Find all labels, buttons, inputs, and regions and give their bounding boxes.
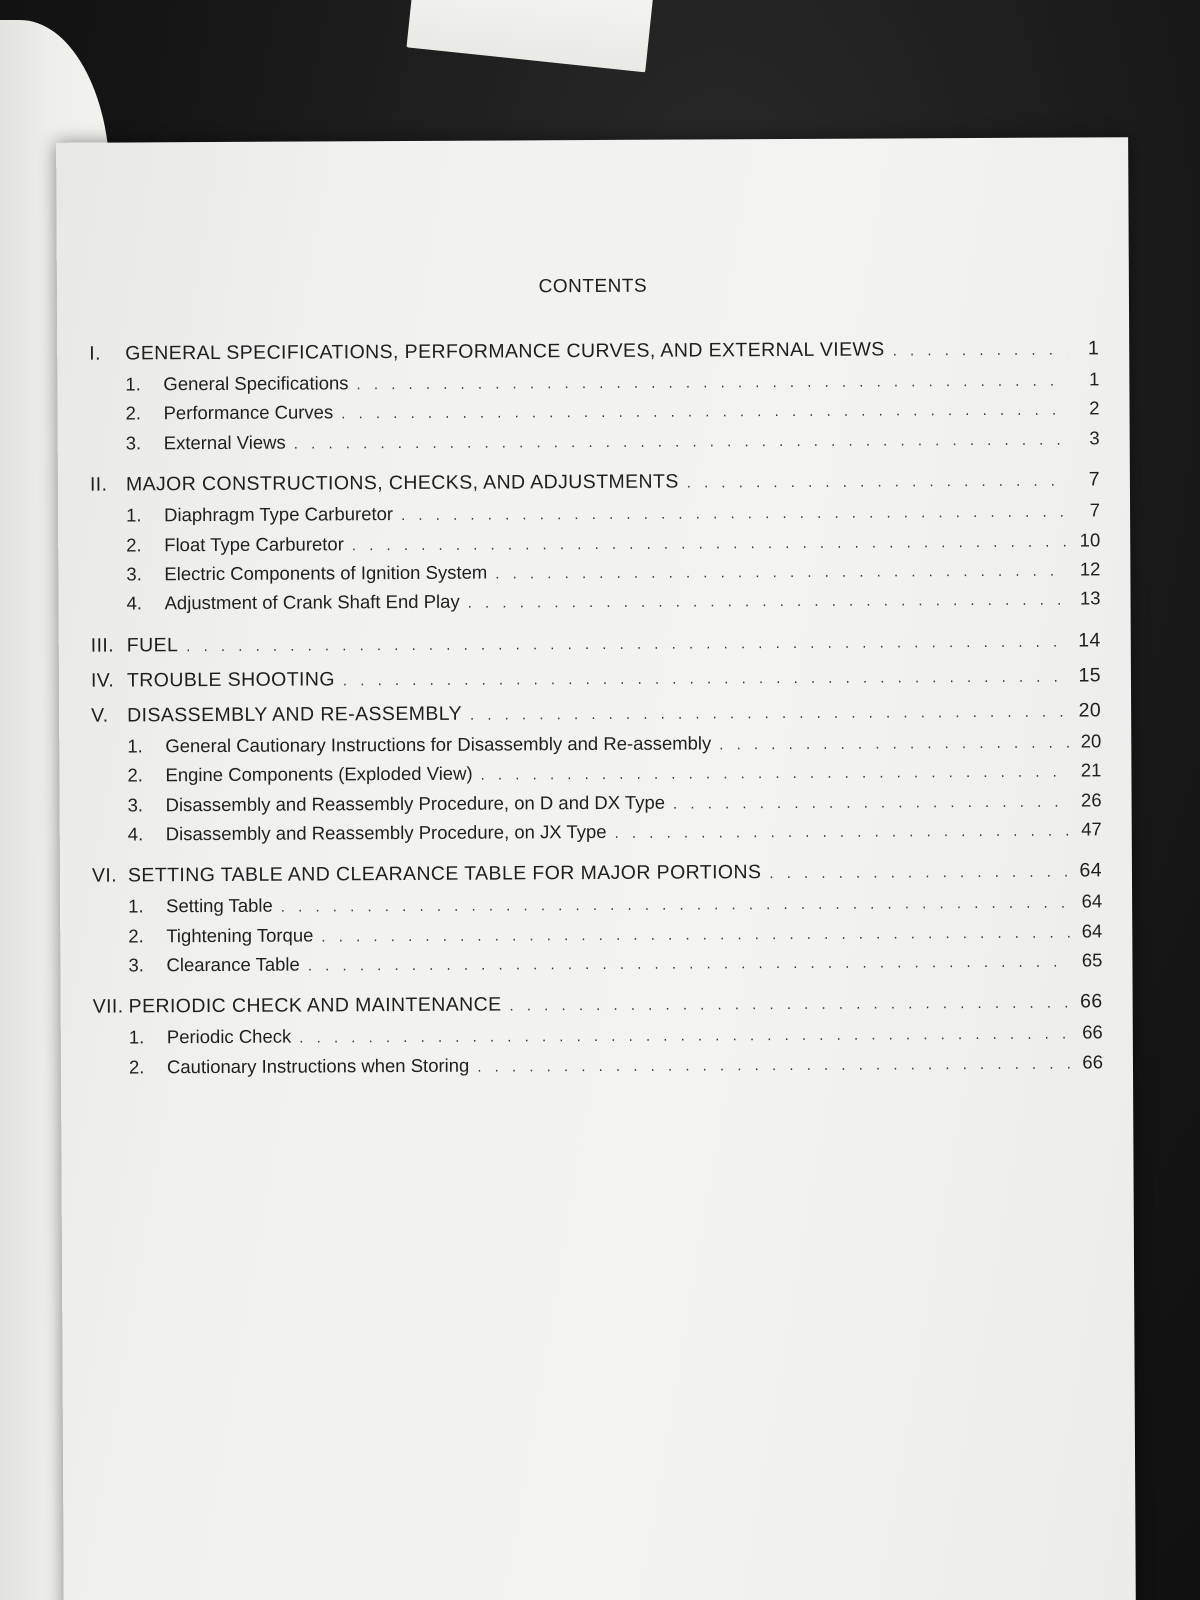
entry-page-number: 1 <box>1089 368 1100 390</box>
entry-page-number: 21 <box>1080 759 1102 781</box>
dot-leader <box>281 895 1070 916</box>
toc-entry <box>92 949 1102 984</box>
dot-leader <box>719 734 1069 753</box>
entry-title: Disassembly and Reassembly Procedure, on D and DX Type <box>165 791 666 815</box>
toc-section <box>91 629 1101 657</box>
entry-number: 3. <box>128 954 144 976</box>
toc-entry <box>90 588 1100 623</box>
section-title: GENERAL SPECIFICATIONS, PERFORMANCE CURVES, AND EXTERNAL VIEWS <box>125 338 885 365</box>
section-number: VI. <box>91 864 118 887</box>
toc-section <box>93 991 1103 1019</box>
entry-title: Engine Components (Exploded View) <box>165 762 473 786</box>
toc-entry <box>92 818 1102 853</box>
dot-leader <box>299 1026 1071 1047</box>
section-page-number: 15 <box>1078 664 1101 687</box>
dot-leader <box>477 1055 1071 1075</box>
dot-leader <box>769 864 1070 883</box>
entry-page-number: 7 <box>1089 499 1101 521</box>
dot-leader <box>308 954 1071 975</box>
entry-number: 2. <box>125 402 142 424</box>
entry-page-number: 2 <box>1089 397 1100 419</box>
toc-section <box>91 664 1101 692</box>
entry-title: Tightening Torque <box>166 924 314 946</box>
section-page-number: 66 <box>1080 990 1103 1013</box>
entry-page-number: 64 <box>1081 920 1103 942</box>
table-of-contents <box>89 337 1103 1086</box>
section-page-number: 64 <box>1079 859 1103 882</box>
section-number: V. <box>91 704 109 727</box>
section-page-number: 14 <box>1078 629 1101 652</box>
entry-title: Adjustment of Crank Shaft End Play <box>164 591 460 614</box>
entry-number: 2. <box>128 925 144 947</box>
entry-title: Clearance Table <box>166 953 300 976</box>
dot-leader <box>321 924 1070 945</box>
entry-title: Cautionary Instructions when Storing <box>166 1054 470 1078</box>
entry-page-number: 3 <box>1089 427 1100 449</box>
toc-section <box>92 860 1102 888</box>
dot-leader <box>468 592 1069 612</box>
entry-title: Electric Components of Ignition System <box>164 561 488 585</box>
entry-page-number: 47 <box>1081 818 1102 840</box>
entry-page-number: 13 <box>1079 587 1101 609</box>
dot-leader <box>673 793 1070 812</box>
dot-leader <box>495 562 1068 582</box>
entry-title: Performance Curves <box>163 401 334 424</box>
section-title: PERIODIC CHECK AND MAINTENANCE <box>128 993 502 1018</box>
entry-title: Setting Table <box>166 894 273 917</box>
entry-page-number: 66 <box>1082 1021 1103 1043</box>
dot-leader <box>341 402 1067 423</box>
section-number: II. <box>89 473 108 496</box>
dot-leader <box>481 764 1070 784</box>
entry-title: General Specifications <box>163 372 349 395</box>
dot-leader <box>352 533 1068 554</box>
entry-number: 2. <box>126 533 142 556</box>
dot-leader <box>294 431 1068 452</box>
section-page-number: 7 <box>1088 468 1100 491</box>
entry-title: Float Type Carburetor <box>164 532 344 555</box>
section-page-number: 20 <box>1078 699 1102 722</box>
entry-page-number: 20 <box>1080 730 1102 752</box>
dot-leader <box>343 668 1069 689</box>
entry-number: 1. <box>128 895 144 917</box>
dot-leader <box>401 504 1068 524</box>
section-title: DISASSEMBLY AND RE-ASSEMBLY <box>127 702 463 727</box>
dot-leader <box>356 373 1067 394</box>
toc-section <box>91 699 1101 727</box>
section-number: VII. <box>92 995 124 1019</box>
section-number: III. <box>90 634 115 657</box>
entry-number: 1. <box>128 1026 145 1048</box>
section-title: MAJOR CONSTRUCTIONS, CHECKS, AND ADJUSTMENTS <box>125 470 679 496</box>
page-title: CONTENTS <box>538 275 648 298</box>
entry-page-number: 26 <box>1080 788 1102 810</box>
entry-title: General Cautionary Instructions for Disassembly and Re-assembly <box>165 732 712 756</box>
dot-leader <box>186 633 1069 655</box>
entry-number: 4. <box>127 823 144 845</box>
section-number: I. <box>89 342 101 365</box>
document-page <box>56 137 1136 1600</box>
entry-number: 3. <box>125 432 142 454</box>
section-page-number: 1 <box>1087 337 1100 360</box>
section-title: FUEL <box>126 633 179 657</box>
entry-title: Diaphragm Type Carburetor <box>164 503 394 526</box>
entry-title: Disassembly and Reassembly Procedure, on JX Type <box>165 820 607 845</box>
entry-number: 1. <box>126 504 142 526</box>
section-title: SETTING TABLE AND CLEARANCE TABLE FOR MAJOR PORTIONS <box>127 861 762 887</box>
entry-number: 2. <box>127 764 143 786</box>
toc-section <box>90 469 1100 497</box>
entry-number: 2. <box>128 1056 145 1078</box>
section-number: IV. <box>90 669 115 692</box>
dot-leader <box>687 473 1068 492</box>
entry-page-number: 64 <box>1081 890 1103 912</box>
entry-page-number: 10 <box>1079 528 1101 551</box>
entry-title: Periodic Check <box>166 1026 292 1048</box>
dot-leader <box>615 822 1070 841</box>
dot-leader <box>470 703 1069 723</box>
dot-leader <box>893 342 1068 360</box>
section-title: TROUBLE SHOOTING <box>126 668 335 692</box>
toc-entry <box>90 427 1100 462</box>
entry-number: 3. <box>126 563 142 585</box>
entry-number: 3. <box>127 793 144 815</box>
entry-page-number: 66 <box>1082 1051 1104 1073</box>
toc-section <box>89 337 1099 365</box>
toc-entry <box>93 1051 1103 1086</box>
paper-scrap <box>406 0 653 72</box>
entry-page-number: 65 <box>1081 949 1103 971</box>
dot-leader <box>509 995 1070 1015</box>
entry-number: 1. <box>125 373 141 395</box>
entry-title: External Views <box>163 431 286 454</box>
entry-number: 4. <box>126 592 143 614</box>
entry-page-number: 12 <box>1079 558 1101 580</box>
entry-number: 1. <box>127 735 143 757</box>
